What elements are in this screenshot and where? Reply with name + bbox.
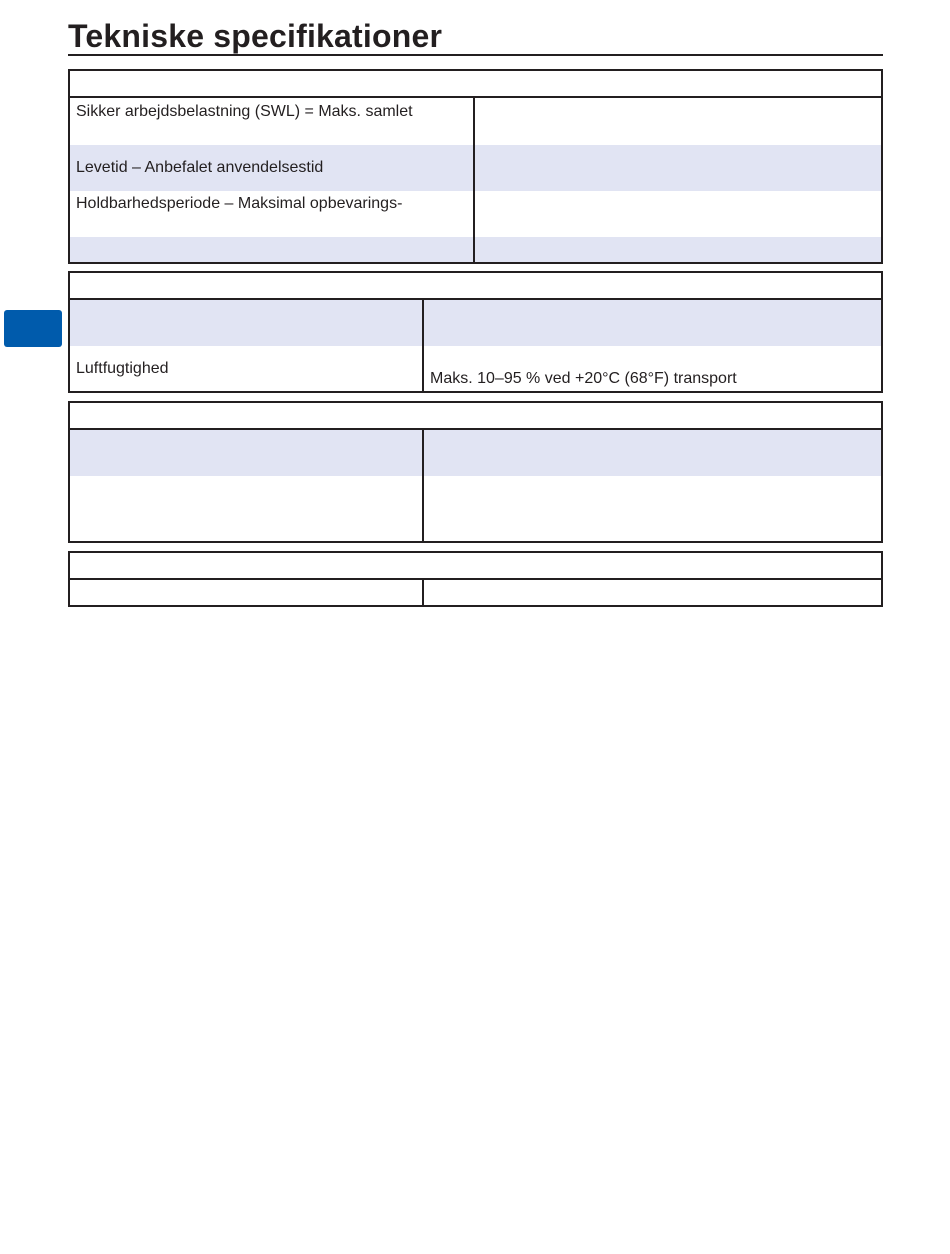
shelf-life-label: Holdbarhedsperiode – Maksimal opbevarings- — [76, 195, 403, 212]
table-cell-value — [424, 430, 881, 476]
table-cell-value — [475, 237, 881, 262]
table-cell-value — [424, 300, 881, 346]
title-divider — [68, 54, 883, 56]
table-row — [70, 98, 881, 145]
table-row — [70, 237, 881, 262]
table-cell-label — [70, 191, 475, 237]
table-cell-value — [475, 98, 881, 145]
table-row — [70, 430, 881, 476]
table-header — [70, 71, 881, 98]
humidity-label: Luftfugtighed — [76, 360, 169, 377]
table-cell-value — [424, 580, 881, 605]
table-header — [70, 273, 881, 300]
section-tab-marker — [4, 310, 62, 347]
table-cell-value — [424, 476, 881, 541]
load-specifications-table — [68, 69, 883, 264]
table-row — [70, 300, 881, 346]
table-cell-label — [70, 145, 475, 191]
table-cell-label — [70, 346, 424, 391]
table-cell-label — [70, 98, 475, 145]
table-row — [70, 191, 881, 237]
table-cell-label — [70, 580, 424, 605]
table-header — [70, 403, 881, 430]
environment-specifications-table — [68, 271, 883, 393]
swl-label: Sikker arbejdsbelastning (SWL) = Maks. samlet — [76, 103, 413, 120]
table-row — [70, 145, 881, 191]
table-cell-label — [70, 237, 475, 262]
specifications-table-3 — [68, 401, 883, 543]
humidity-value: Maks. 10–95 % ved +20°C (68°F) transport — [430, 370, 737, 387]
table-cell-label — [70, 430, 424, 476]
specifications-table-4 — [68, 551, 883, 607]
table-cell-label — [70, 300, 424, 346]
table-row — [70, 346, 881, 391]
page-title: Tekniske specifikationer — [68, 18, 443, 54]
table-row — [70, 580, 881, 605]
table-cell-value — [424, 346, 881, 391]
lifetime-label: Levetid – Anbefalet anvendelsestid — [76, 159, 324, 176]
table-cell-label — [70, 476, 424, 541]
table-cell-value — [475, 145, 881, 191]
table-cell-value — [475, 191, 881, 237]
table-header — [70, 553, 881, 580]
table-row — [70, 476, 881, 541]
